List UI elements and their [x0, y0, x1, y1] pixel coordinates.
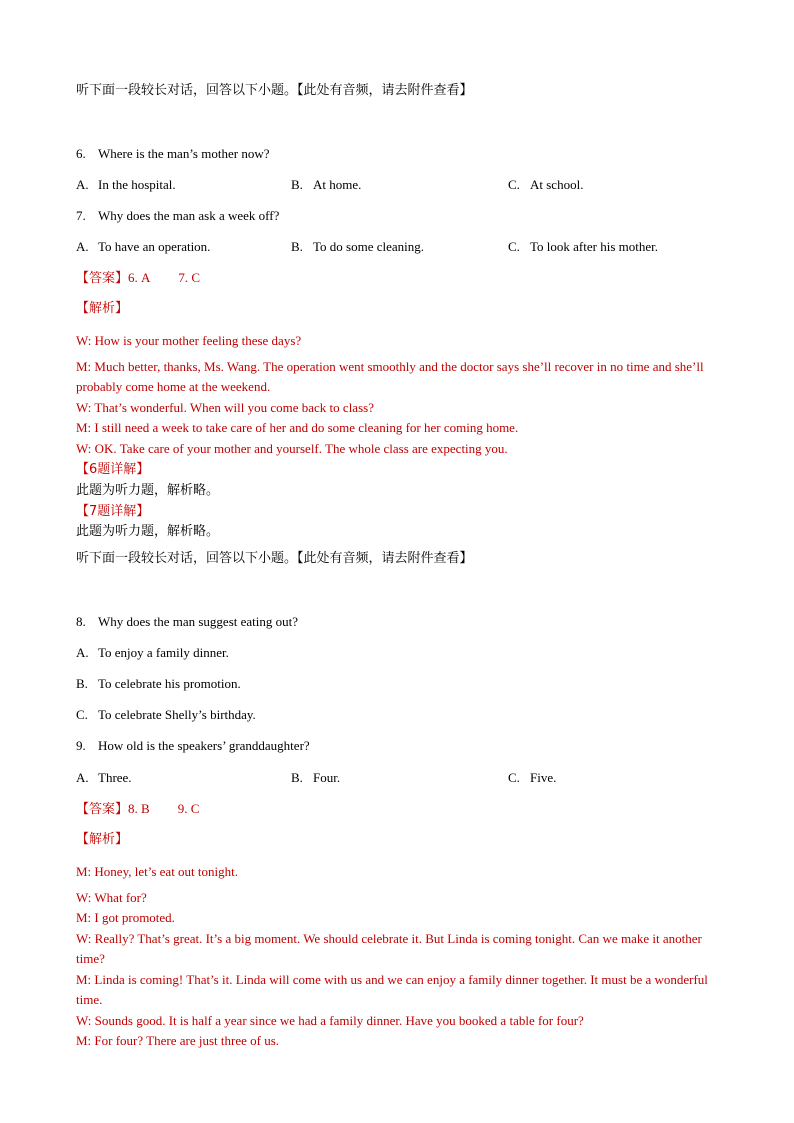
- dialogue-line: W: Sounds good. It is half a year since we had a family dinner. Have you booked a table for four?: [76, 1012, 584, 1028]
- dialogue-line: M: I still need a week to take care of her and do some cleaning for her coming home.: [76, 420, 519, 435]
- question-9: [76, 737, 310, 755]
- option-text: Four.: [313, 770, 341, 785]
- question-7-option-c[interactable]: [508, 238, 658, 256]
- option-text: Five.: [530, 770, 557, 785]
- question-8-option-c[interactable]: [76, 706, 256, 724]
- dialogue-1: [76, 331, 724, 459]
- option-text: To celebrate his promotion.: [98, 676, 241, 691]
- question-8-number: 8.: [76, 614, 86, 629]
- question-6-option-c[interactable]: [508, 176, 583, 194]
- option-text: To celebrate Shelly’s birthday.: [98, 707, 256, 722]
- dialogue-2: [76, 862, 724, 1052]
- option-text: In the hospital.: [98, 177, 176, 192]
- dialogue-line: M: Honey, let’s eat out tonight.: [76, 864, 238, 879]
- option-letter: A.: [76, 239, 89, 254]
- listening-instruction-1: 听下面一段较长对话，回答以下小题。【此处有音频，请去附件查看】: [76, 83, 473, 98]
- question-6-option-b[interactable]: [291, 176, 361, 194]
- answer-6: 6. A: [128, 270, 151, 285]
- question-7-option-a[interactable]: [76, 238, 210, 256]
- question-7-text: Why does the man ask a week off?: [98, 208, 280, 223]
- dialogue-line: W: That’s wonderful. When will you come back to class?: [76, 399, 374, 415]
- question-8-option-a[interactable]: [76, 644, 229, 662]
- dialogue-line: W: What for?: [76, 889, 147, 905]
- dialogue-line: M: Linda is coming! That’s it. Linda will come with us and we can enjoy a family dinner together. It must be a wonderful time.: [76, 971, 708, 1007]
- option-letter: B.: [291, 770, 303, 785]
- option-text: At school.: [530, 177, 584, 192]
- question-7: [76, 207, 279, 225]
- question-9-text: How old is the speakers’ granddaughter?: [98, 738, 310, 753]
- question-9-option-c[interactable]: [508, 769, 556, 787]
- dialogue-line: M: For four? There are just three of us.: [76, 1033, 280, 1048]
- dialogue-line: W: How is your mother feeling these days?: [76, 333, 302, 348]
- option-text: To do some cleaning.: [313, 239, 425, 254]
- option-text: To look after his mother.: [530, 239, 658, 254]
- detail-7-label: 【7题详解】: [76, 504, 150, 519]
- option-letter: A.: [76, 177, 89, 192]
- question-8-option-b[interactable]: [76, 675, 241, 693]
- answer-label: 【答案】: [76, 802, 129, 817]
- option-letter: C.: [508, 770, 520, 785]
- dialogue-line: M: Much better, thanks, Ms. Wang. The operation went smoothly and the doctor says she’ll recover in no time and she’ll probably come home at the weekend.: [76, 358, 704, 394]
- analysis-label-1: 【解析】: [76, 301, 129, 316]
- question-9-option-a[interactable]: [76, 769, 132, 787]
- answer-label: 【答案】: [76, 271, 129, 286]
- question-8-text: Why does the man suggest eating out?: [98, 614, 299, 629]
- answer-9: 9. C: [177, 801, 200, 816]
- option-letter: A.: [76, 770, 89, 785]
- option-text: To enjoy a family dinner.: [98, 645, 229, 660]
- answer-8: 8. B: [128, 801, 150, 816]
- question-6: [76, 145, 269, 163]
- dialogue-line: W: OK. Take care of your mother and yourself. The whole class are expecting you.: [76, 440, 508, 456]
- option-text: Three.: [98, 770, 132, 785]
- detail-6-text: 此题为听力题，解析略。: [76, 483, 220, 498]
- option-letter: C.: [76, 707, 88, 722]
- question-9-number: 9.: [76, 738, 86, 753]
- option-letter: B.: [291, 177, 303, 192]
- option-letter: B.: [76, 676, 88, 691]
- option-letter: C.: [508, 239, 520, 254]
- question-7-number: 7.: [76, 208, 86, 223]
- answer-7: 7. C: [178, 270, 201, 285]
- question-6-number: 6.: [76, 146, 86, 161]
- option-letter: B.: [291, 239, 303, 254]
- detail-7-text: 此题为听力题，解析略。: [76, 524, 220, 539]
- question-6-text: Where is the man’s mother now?: [98, 146, 270, 161]
- question-8: [76, 613, 298, 631]
- option-text: At home.: [313, 177, 362, 192]
- analysis-label-2: 【解析】: [76, 832, 129, 847]
- question-7-option-b[interactable]: [291, 238, 424, 256]
- answer-row-2: [76, 800, 199, 819]
- listening-instruction-2: 听下面一段较长对话，回答以下小题。【此处有音频，请去附件查看】: [76, 551, 473, 566]
- option-letter: A.: [76, 645, 89, 660]
- detail-6-label: 【6题详解】: [76, 462, 150, 477]
- question-6-option-a[interactable]: [76, 176, 176, 194]
- option-text: To have an operation.: [98, 239, 211, 254]
- option-letter: C.: [508, 177, 520, 192]
- dialogue-line: W: Really? That’s great. It’s a big moment. We should celebrate it. But Linda is coming tonight. Can we make it another time?: [76, 930, 702, 966]
- answer-row-1: [76, 269, 200, 288]
- question-9-option-b[interactable]: [291, 769, 340, 787]
- dialogue-line: M: I got promoted.: [76, 910, 175, 925]
